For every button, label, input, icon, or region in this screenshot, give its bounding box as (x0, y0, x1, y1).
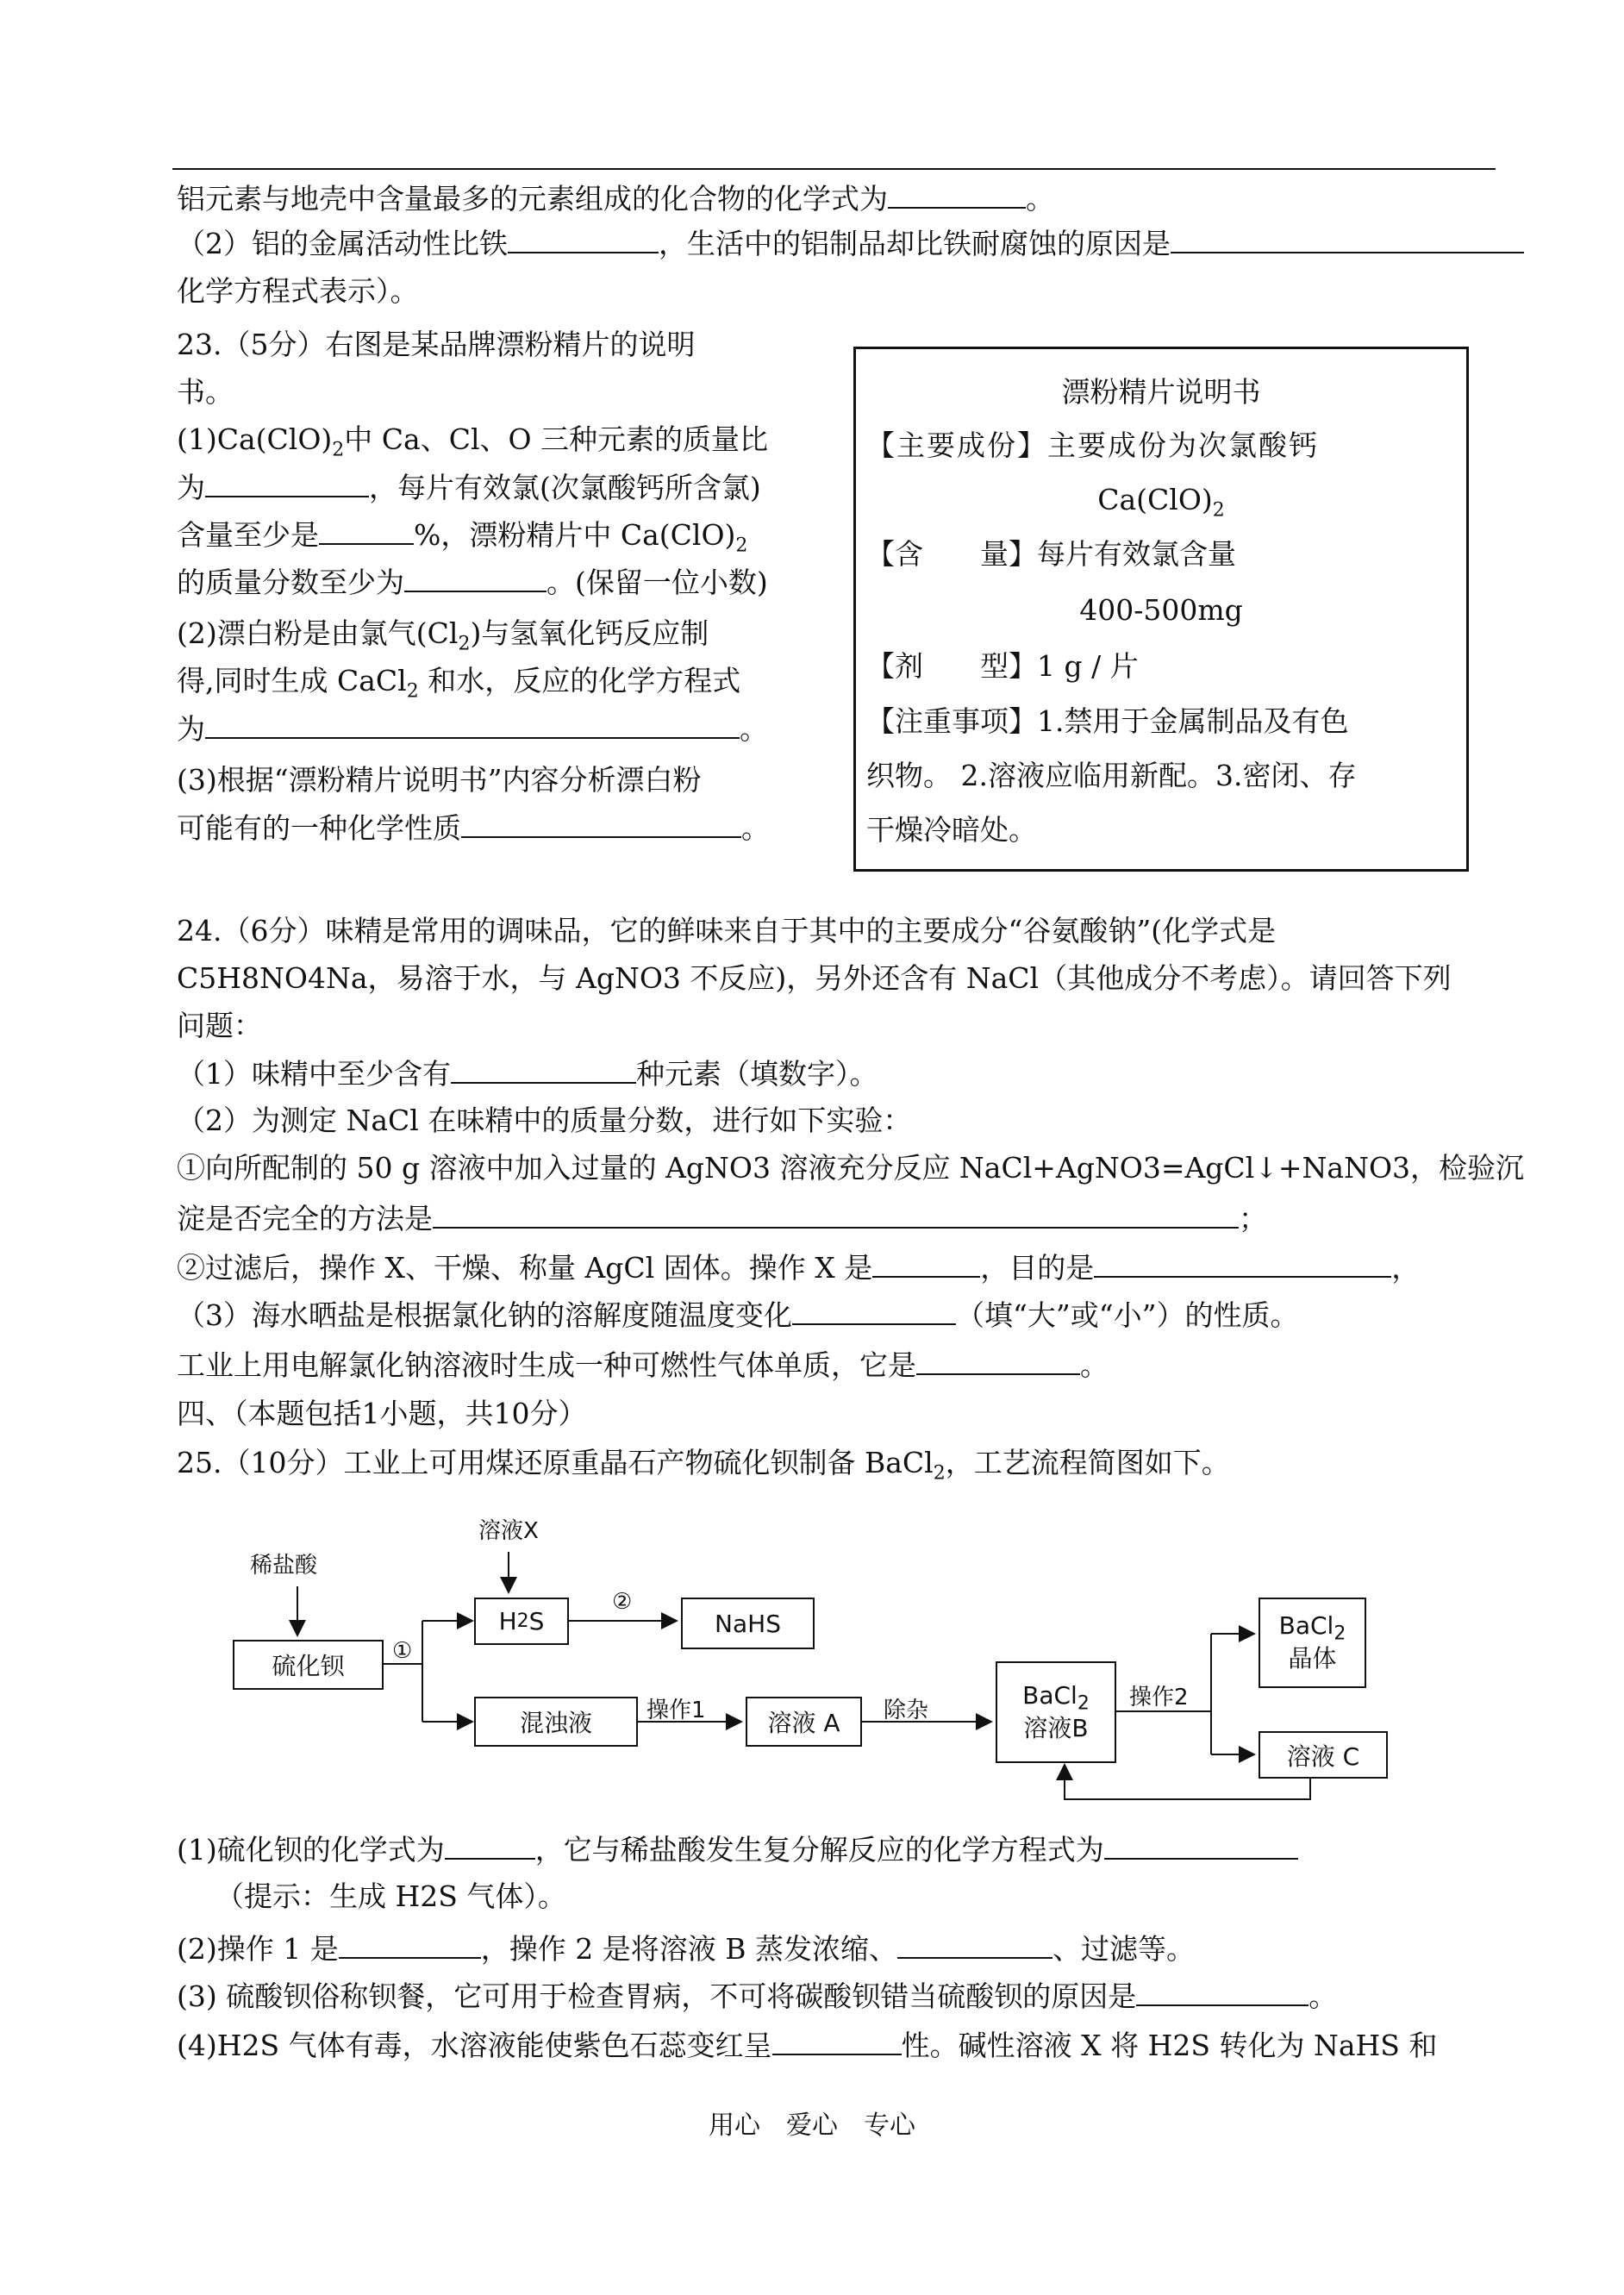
flow-label: 稀盐酸 (250, 1553, 318, 1579)
answer-blank[interactable] (888, 181, 1026, 209)
flow-label: 操作1 (646, 1698, 706, 1723)
answer-blank[interactable] (319, 517, 414, 545)
box-row: 400-500mg (1079, 593, 1243, 627)
box-row: 干燥冷暗处。 (866, 813, 1037, 847)
q24-line: （1）味精中至少含有 种元素（填数字）。 (177, 1057, 878, 1091)
q24-line: C5H8NO4Na，易溶于水，与 AgNO3 不反应)，另外还含有 NaCl（其他成分不考虑）。请回答下列 (177, 961, 1452, 995)
answer-blank[interactable] (772, 2028, 902, 2055)
flow-node-line: BaCl$_2$ (1022, 1680, 1090, 1715)
flow-arrows (224, 1522, 1431, 1815)
answer-blank[interactable] (404, 565, 547, 592)
instruction-box (853, 347, 1469, 872)
section-heading: 四、（本题包括1小题，共10分） (177, 1397, 587, 1430)
answer-blank[interactable] (1094, 1250, 1391, 1278)
answer-blank[interactable] (205, 470, 369, 497)
text-line: 铝元素与地壳中含量最多的元素组成的化合物的化学式为 。 (177, 182, 1054, 216)
q25-line: 25.（10分）工业上可用煤还原重晶石产物硫化钡制备 BaCl$_2$，工艺流程简图如下。 (177, 1446, 1230, 1485)
flow-node: 溶液 C (1259, 1731, 1388, 1779)
q25-line: (1)硫化钡的化学式为 ，它与稀盐酸发生复分解反应的化学方程式为 (177, 1832, 1298, 1867)
box-row: 【剂 型】1 g / 片 (866, 649, 1139, 683)
answer-blank[interactable] (205, 711, 740, 739)
flow-label: 操作2 (1129, 1685, 1189, 1710)
answer-blank[interactable] (339, 1931, 481, 1959)
flow-label: ② (612, 1589, 633, 1615)
q25-line: (3) 硫酸钡俗称钡餐，它可用于检查胃病，不可将碳酸钡错当硫酸钡的原因是 。 (177, 1979, 1338, 2013)
q24-line: ①向所配制的 50 g 溶液中加入过量的 AgNO3 溶液充分反应 NaCl+AgNO3=AgCl↓+NaNO3，检验沉 (177, 1151, 1525, 1185)
text-line: （2）铝的金属活动性比铁 ，生活中的铝制品却比铁耐腐蚀的原因是 (177, 226, 1524, 261)
page-footer: 用心 爱心 专心 (709, 2111, 915, 2141)
flow-node: NaHS (681, 1598, 815, 1649)
flow-node-line: 溶液B (1023, 1713, 1089, 1742)
flow-label: 除杂 (884, 1698, 929, 1723)
answer-blank[interactable] (872, 1250, 980, 1278)
answer-blank[interactable] (461, 810, 741, 838)
answer-blank[interactable] (1104, 1832, 1298, 1860)
answer-blank[interactable] (792, 1298, 956, 1325)
flow-node (996, 1661, 1116, 1763)
q23-line: 23.（5分）右图是某品牌漂粉精片的说明 (177, 328, 696, 361)
answer-blank[interactable] (1171, 226, 1524, 253)
q23-line: $(1)Ca(ClO)_2$中 Ca、Cl、O 三种元素的质量比 (177, 422, 769, 461)
answer-blank[interactable] (451, 1056, 636, 1084)
box-row: 【注重事项】1.禁用于金属制品及有色 (866, 704, 1349, 738)
q24-line: 工业上用电解氯化钠溶液时生成一种可燃性气体单质，它是 。 (177, 1348, 1109, 1382)
flow-node: 溶液 A (746, 1697, 862, 1747)
q23-line: 为 ，每片有效氯(次氯酸钙所含氯) (177, 471, 761, 504)
box-title: 漂粉精片说明书 (1061, 375, 1261, 409)
q23-line: 书。 (177, 375, 234, 409)
q23-line: 可能有的一种化学性质 。 (177, 811, 770, 845)
q24-line: 问题： (177, 1009, 262, 1042)
q23-line: 含量至少是 %，漂粉精片中 $Ca(ClO)_2$ (177, 518, 748, 557)
q25-line: (4)H2S 气体有毒，水溶液能使紫色石蕊变红呈 性。碱性溶液 X 将 H2S 转化为 NaHS 和 (177, 2029, 1438, 2062)
answer-blank[interactable] (1136, 1979, 1309, 2006)
header-rule (172, 168, 1496, 170)
box-row: $Ca(ClO)_2$ (1097, 483, 1225, 522)
flow-label: 溶液X (478, 1518, 539, 1544)
q25-line: (2)操作 1 是 ，操作 2 是将溶液 B 蒸发浓缩、 、过滤等。 (177, 1932, 1195, 1966)
flow-node: 混浊液 (474, 1697, 638, 1747)
answer-blank[interactable] (916, 1348, 1080, 1375)
q25-line: （提示：生成 H2S 气体）。 (215, 1879, 566, 1913)
q24-line: ②过滤后，操作 X、干燥、称量 AgCl 固体。操作 X 是 ，目的是 ， (177, 1251, 1421, 1285)
q24-line: 淀是否完全的方法是 ； (177, 1202, 1267, 1235)
q23-line: 为 。 (177, 712, 768, 746)
answer-blank[interactable] (897, 1931, 1052, 1959)
flow-node-line: BaCl$_2$ (1278, 1611, 1346, 1645)
q24-line: 24.（6分）味精是常用的调味品，它的鲜味来自于其中的主要成分“谷氨酸钠”(化学式是 (177, 914, 1277, 947)
q24-line: （3）海水晒盐是根据氯化钠的溶解度随温度变化 （填“大”或“小”）的性质。 (177, 1298, 1299, 1332)
answer-blank[interactable] (445, 1832, 535, 1860)
q23-line: (3)根据“漂粉精片说明书”内容分析漂白粉 (177, 763, 702, 797)
flow-node: 硫化钡 (233, 1640, 384, 1690)
answer-blank[interactable] (433, 1201, 1239, 1229)
text-line: 化学方程式表示）。 (177, 274, 419, 308)
answer-blank[interactable] (508, 226, 659, 253)
box-row: 【主要成份】主要成份为次氯酸钙 (866, 428, 1319, 462)
flow-label: ① (392, 1638, 413, 1664)
q23-line: 的质量分数至少为 。(保留一位小数) (177, 566, 768, 599)
flow-node (1259, 1598, 1366, 1688)
box-row: 织物。 2.溶液应临用新配。3.密闭、存 (866, 759, 1357, 792)
box-row: 【含 量】每片有效氯含量 (866, 537, 1236, 571)
q23-line: (2)漂白粉是由氯气$(Cl_2)$与氢氧化钙反应制 (177, 616, 709, 655)
flow-node-line: 晶体 (1288, 1644, 1337, 1673)
q23-line: 得,同时生成 CaCl$_2$ 和水，反应的化学方程式 (177, 664, 741, 703)
q24-line: （2）为测定 NaCl 在味精中的质量分数，进行如下实验： (177, 1104, 912, 1137)
flow-node: H 2 S (474, 1598, 569, 1645)
